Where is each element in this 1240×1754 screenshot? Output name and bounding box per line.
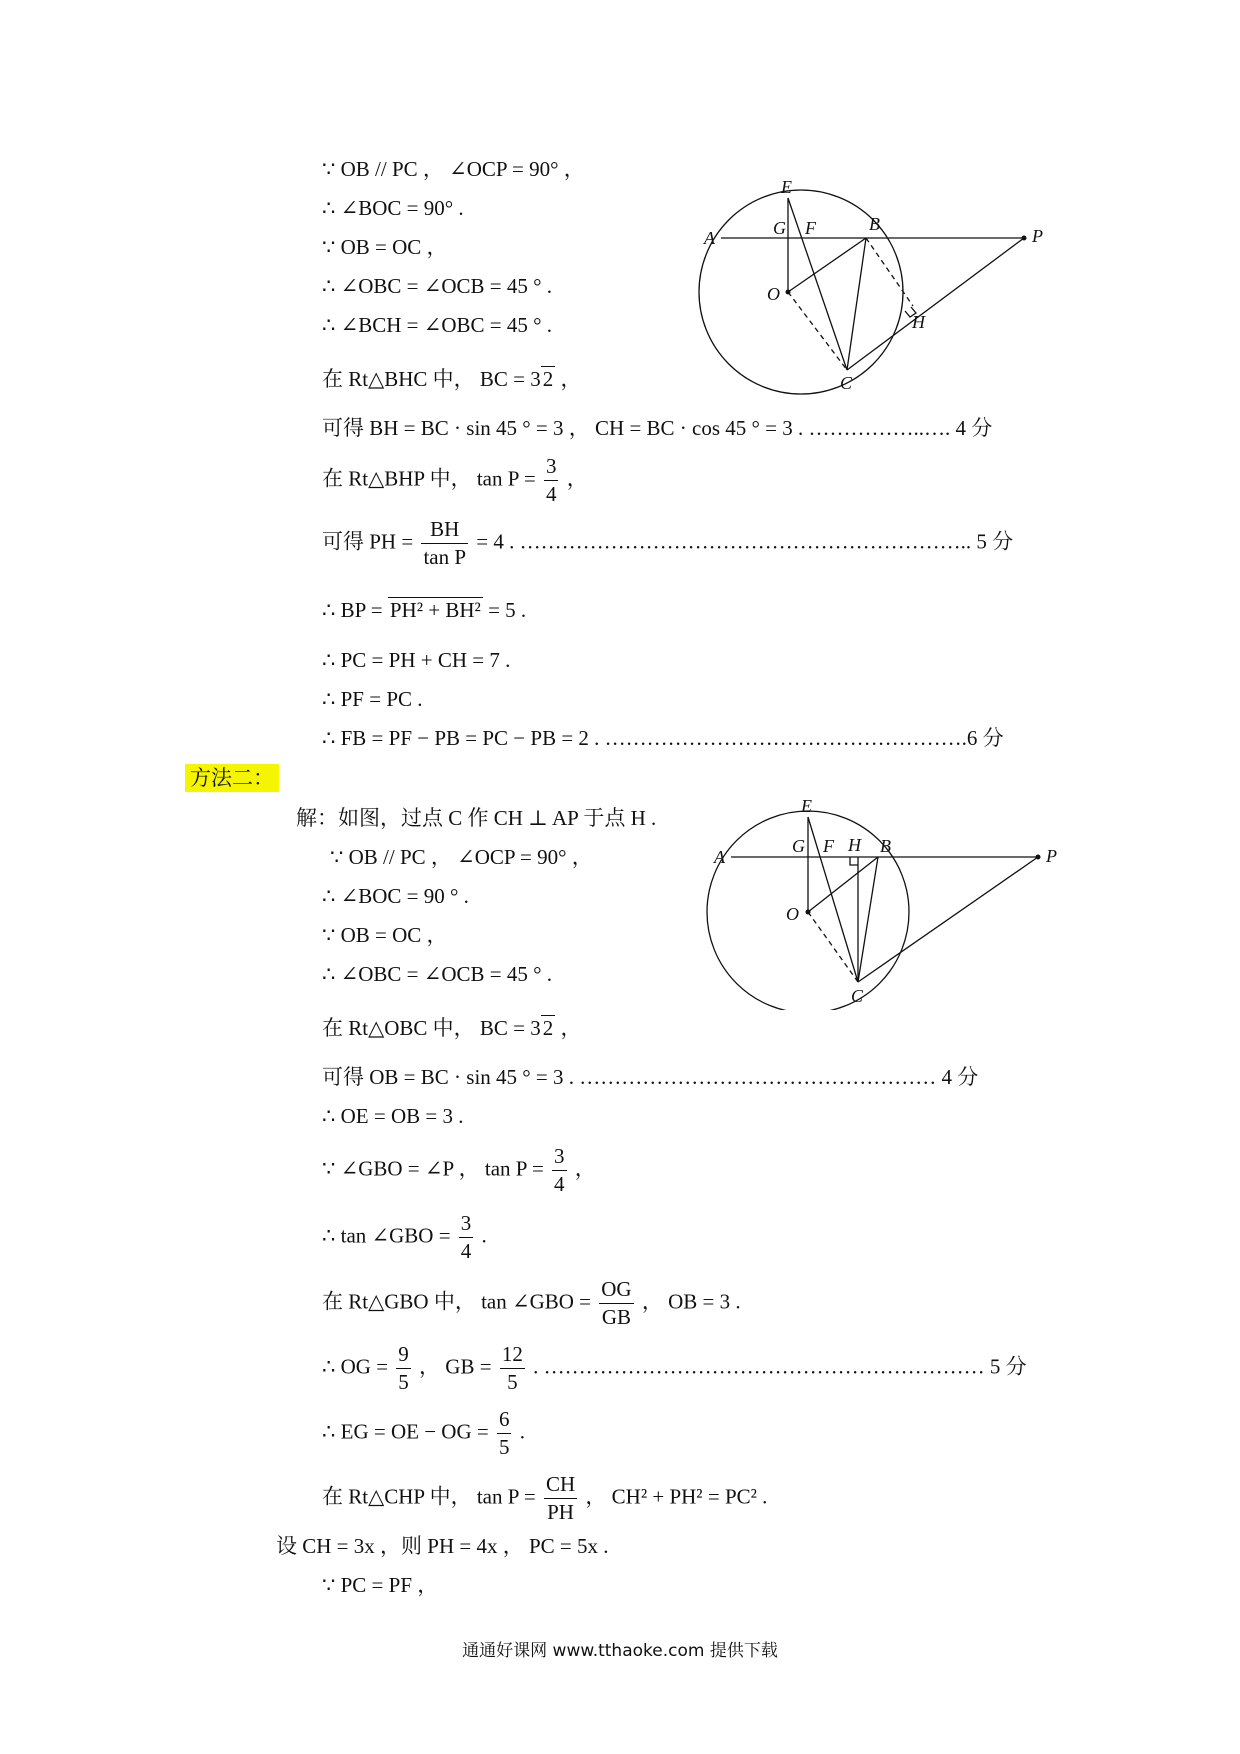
numerator: OG [599, 1278, 633, 1304]
geometry-figure-2 [700, 790, 1100, 1010]
m1-line-4: ∴ ∠OBC = ∠OCB = 45 ° . [322, 274, 552, 298]
sqrt-2: 2 [542, 367, 554, 391]
label-B: B [869, 214, 880, 234]
m1-line-10-end: = 5 . [482, 598, 527, 622]
m1-line-11: ∴ PC = PH + CH = 7 . [322, 648, 511, 672]
line-OC-dashed [808, 912, 858, 982]
m1-line-10 [322, 597, 526, 623]
numerator: 12 [500, 1343, 525, 1369]
numerator: CH [544, 1473, 577, 1499]
m2-line-13-text: ∴ EG = OE − OG = [322, 1419, 489, 1444]
right-angle-mark [850, 857, 858, 865]
label-E: E [801, 796, 812, 816]
label-F: F [805, 218, 816, 238]
denominator: 5 [507, 1370, 518, 1395]
label-G: G [792, 836, 805, 856]
m2-line-5: ∴ ∠OBC = ∠OCB = 45 ° . [322, 962, 552, 986]
denominator: 4 [545, 482, 557, 507]
m2-line-13-end: . [514, 1419, 525, 1444]
line-CP [858, 857, 1038, 982]
m1-line-5: ∴ ∠BCH = ∠OBC = 45 ° . [322, 313, 552, 337]
m2-line-1: 解：如图，过点 C 作 CH ⊥ AP 于点 H . [296, 806, 657, 830]
fraction [500, 1343, 525, 1394]
point-P [1022, 236, 1027, 241]
line-EC [788, 198, 847, 370]
m2-line-15: 设 CH = 3x ，则 PH = 4x ， PC = 5x . [276, 1534, 609, 1558]
label-A: A [704, 228, 715, 248]
m2-line-12-end: . ……………………………………………………… 5 分 [527, 1354, 1027, 1379]
fraction [544, 1473, 577, 1524]
sqrt-2: 2 [542, 1016, 554, 1040]
m1-line-13: ∴ FB = PF − PB = PC − PB = 2 . …………………………………………….6 分 [322, 726, 1004, 750]
line-OC-dashed [788, 292, 847, 370]
label-B: B [880, 836, 891, 856]
m2-line-4: ∵ OB = OC ， [322, 923, 448, 947]
m2-line-12-mid: ， GB = [413, 1354, 492, 1379]
m2-line-12-text: ∴ OG = [322, 1354, 389, 1379]
fraction [599, 1278, 633, 1329]
m1-line-9-end: = 4 . ……………………………………………………….. 5 分 [476, 529, 1014, 554]
numerator: BH [421, 518, 468, 544]
numerator: 9 [396, 1343, 411, 1369]
m2-line-14 [322, 1473, 767, 1524]
label-F: F [823, 836, 834, 856]
line-BC [847, 238, 866, 370]
fraction [396, 1343, 411, 1394]
numerator: 3 [552, 1145, 567, 1171]
m2-line-14-end: ， CH² + PH² = PC² . [580, 1484, 768, 1509]
numerator: 3 [544, 455, 559, 481]
geometry-figure-1 [680, 170, 1080, 400]
m1-line-12: ∴ PF = PC . [322, 687, 423, 711]
fraction [459, 1212, 474, 1263]
line-OB [808, 857, 878, 912]
point-O [806, 910, 811, 915]
m2-line-9-end: ， [569, 1156, 596, 1181]
fraction [497, 1408, 512, 1459]
m1-line-8 [322, 455, 588, 506]
denominator: 5 [498, 1435, 510, 1460]
m1-line-8-text: 在 Rt△BHP 中， tan P = [322, 466, 536, 491]
m2-line-2: ∵ OB // PC ， ∠OCP = 90° ， [330, 845, 593, 869]
m2-line-9-text: ∵ ∠GBO = ∠P ， tan P = [322, 1156, 544, 1181]
m2-line-13 [322, 1408, 525, 1459]
label-A: A [714, 847, 725, 867]
m2-line-11 [322, 1278, 741, 1329]
m2-line-3: ∴ ∠BOC = 90 ° . [322, 884, 469, 908]
line-BH-dashed [866, 238, 913, 306]
m2-line-10 [322, 1212, 487, 1263]
m1-line-6-end: ， [555, 367, 582, 391]
denominator: GB [601, 1305, 632, 1330]
m2-line-12 [322, 1343, 1027, 1394]
m2-line-11-end: ， OB = 3 . [636, 1289, 741, 1314]
m1-line-1: ∵ OB // PC ， ∠OCP = 90° ， [322, 157, 585, 181]
line-CP [847, 238, 1024, 370]
m1-line-2: ∴ ∠BOC = 90° . [322, 196, 464, 220]
denominator: PH [547, 1500, 574, 1525]
numerator: 6 [497, 1408, 512, 1434]
point-O [786, 290, 791, 295]
m1-line-10-text: ∴ BP = [322, 598, 383, 622]
line-OB [788, 238, 866, 292]
point-P [1036, 855, 1041, 860]
m2-line-6-text: 在 Rt△OBC 中， BC = 3 [322, 1016, 541, 1040]
m2-line-6-end: ， [555, 1016, 582, 1040]
line-BC [858, 857, 878, 982]
fraction [544, 455, 559, 506]
m2-line-10-text: ∴ tan ∠GBO = [322, 1223, 451, 1248]
fraction [552, 1145, 567, 1196]
denominator: 4 [460, 1239, 472, 1264]
denominator: 5 [398, 1370, 409, 1395]
m2-line-14-text: 在 Rt△CHP 中， tan P = [322, 1484, 536, 1509]
footer-source: 通通好课网 www.tthaoke.com 提供下载 [462, 1641, 778, 1661]
label-P: P [1032, 226, 1043, 246]
m1-line-6 [322, 366, 582, 392]
denominator: tan P [423, 545, 467, 570]
label-H: H [848, 835, 861, 855]
m1-line-6-text: 在 Rt△BHC 中， BC = 3 [322, 367, 541, 391]
label-P: P [1046, 846, 1057, 866]
label-O: O [786, 904, 799, 924]
label-E: E [781, 177, 792, 197]
m1-line-7: 可得 BH = BC · sin 45 ° = 3 ， CH = BC · cos 45 ° = 3 . ……………..…. 4 分 [322, 416, 993, 440]
label-H: H [912, 312, 925, 332]
m1-line-3: ∵ OB = OC ， [322, 235, 448, 259]
m2-line-16: ∵ PC = PF ， [322, 1573, 439, 1597]
label-O: O [767, 284, 780, 304]
label-G: G [773, 218, 786, 238]
label-C: C [840, 373, 853, 393]
m2-line-7: 可得 OB = BC · sin 45 ° = 3 . …………………………………………… 4 分 [322, 1065, 979, 1089]
m2-heading [185, 766, 279, 791]
m2-line-6 [322, 1015, 582, 1041]
m2-line-11-text: 在 Rt△GBO 中， tan ∠GBO = [322, 1289, 592, 1314]
m2-line-9 [322, 1145, 596, 1196]
m1-line-9-text: 可得 PH = [322, 529, 414, 554]
m1-line-9 [322, 518, 1013, 569]
label-C: C [851, 986, 864, 1006]
sqrt-expression: PH² + BH² [389, 598, 481, 622]
fraction [421, 518, 468, 569]
m1-line-8-end: ， [561, 466, 588, 491]
method-two-heading: 方法二： [185, 764, 279, 792]
numerator: 3 [459, 1212, 474, 1238]
denominator: 4 [554, 1172, 565, 1197]
m2-line-10-end: . [476, 1223, 487, 1248]
m2-line-8: ∴ OE = OB = 3 . [322, 1104, 464, 1128]
